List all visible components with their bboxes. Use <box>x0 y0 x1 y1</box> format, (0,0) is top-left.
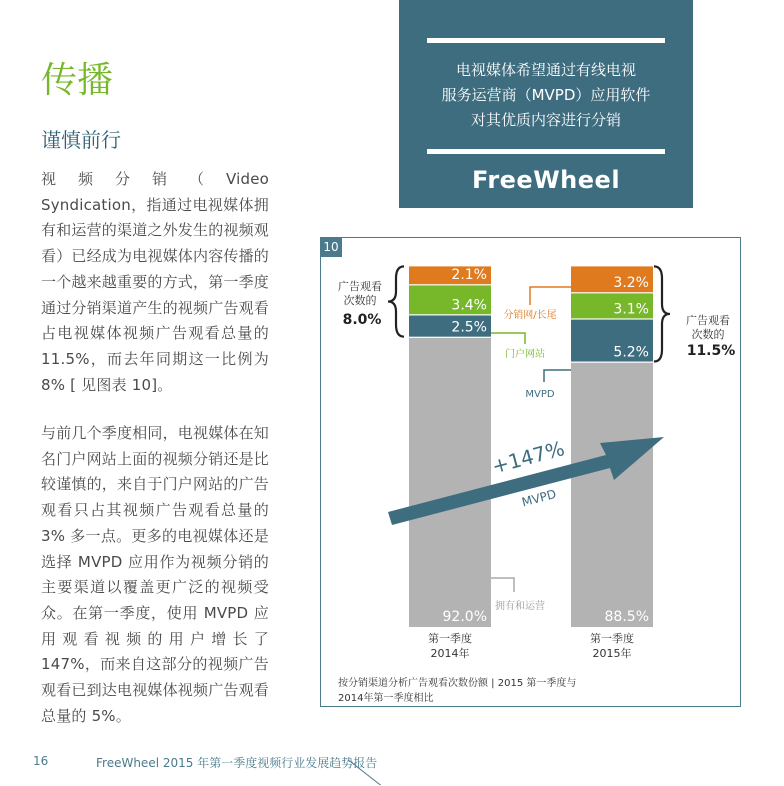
chart-caption: 2014年第一季度相比 <box>338 693 434 704</box>
data-label: 5.2% <box>613 344 649 361</box>
legend-connector <box>544 370 571 382</box>
chart-caption: 按分销渠道分析广告观看次数份额 | 2015 第一季度与 <box>338 678 577 689</box>
data-label: 2.5% <box>451 319 487 336</box>
freewheel-logo: FreeWheel <box>471 166 621 194</box>
body-paragraph: 视频分销（Video Syndication，指通过电视媒体拥有和运营的渠道之外发生的视频观看）已经成为电视媒体内容传播的一个越来越重要的方式，第一季度通过分销渠道产生的视频广告观看占电视媒体视频广告观看总量的11.5%，而去年同期这一比例为8% [ 见图表 10]。 <box>41 170 270 394</box>
data-label: 3.1% <box>613 301 649 318</box>
brace-value: 11.5% <box>686 343 736 359</box>
legend-label: 门户网站 <box>505 349 545 360</box>
brace-2015 <box>654 266 670 361</box>
legend-label: 分销网/长尾 <box>503 310 557 321</box>
bar-segment <box>409 338 491 627</box>
data-label: 3.2% <box>613 275 649 292</box>
brace-label: 次数的 <box>691 328 725 341</box>
legend-connector <box>530 287 571 305</box>
category-label: 2014年 <box>430 647 470 660</box>
category-label: 第一季度 <box>590 632 634 645</box>
data-label: 92.0% <box>442 609 487 625</box>
category-label: 2015年 <box>592 647 632 660</box>
legend-label: 拥有和运营 <box>495 601 545 612</box>
brace-2014 <box>388 266 404 336</box>
data-label: 2.1% <box>451 267 487 284</box>
brace-value: 8.0% <box>342 312 382 328</box>
legend-connector <box>491 578 514 592</box>
brace-label: 次数的 <box>343 294 377 307</box>
bar-segment <box>571 363 653 627</box>
callout-line: 电视媒体希望通过有线电视 <box>455 61 636 79</box>
growth-label: +147% <box>489 436 568 479</box>
callout-line: 服务运营商（MVPD）应用软件 <box>441 86 651 104</box>
brace-label: 广告观看 <box>686 314 730 327</box>
growth-series-label: MVPD <box>520 486 558 510</box>
page-heading: 传播 <box>41 60 114 101</box>
page-number: 16 <box>33 754 49 768</box>
section-subheading: 谨慎前行 <box>41 128 121 152</box>
figure-number-badge: 10 <box>320 237 342 257</box>
data-label: 88.5% <box>604 609 649 625</box>
legend-label: MVPD <box>525 389 555 400</box>
callout-line: 对其优质内容进行分销 <box>470 111 621 129</box>
body-paragraph: 与前几个季度相同，电视媒体在知名门户网站上面的视频分销还是比较谨慎的，来自于门户网站的广告观看只占其视频广告观看总量的 3% 多一点。更多的电视媒体还是选择 MVPD 应用作为视频分销的主要渠道以覆盖更广泛的视频受众。在第一季度，使用 MVPD 应用观看视频的用户增长了 147%，而来自这部分的视频广告观看已到达电视媒体视频广告观看总量的 5%。 <box>41 424 270 725</box>
footer-title: FreeWheel 2015 年第一季度视频行业发展趋势报告 <box>96 756 378 770</box>
legend-connector <box>491 333 525 344</box>
category-label: 第一季度 <box>428 632 472 645</box>
data-label: 3.4% <box>451 297 487 314</box>
brace-label: 广告观看 <box>338 280 382 293</box>
